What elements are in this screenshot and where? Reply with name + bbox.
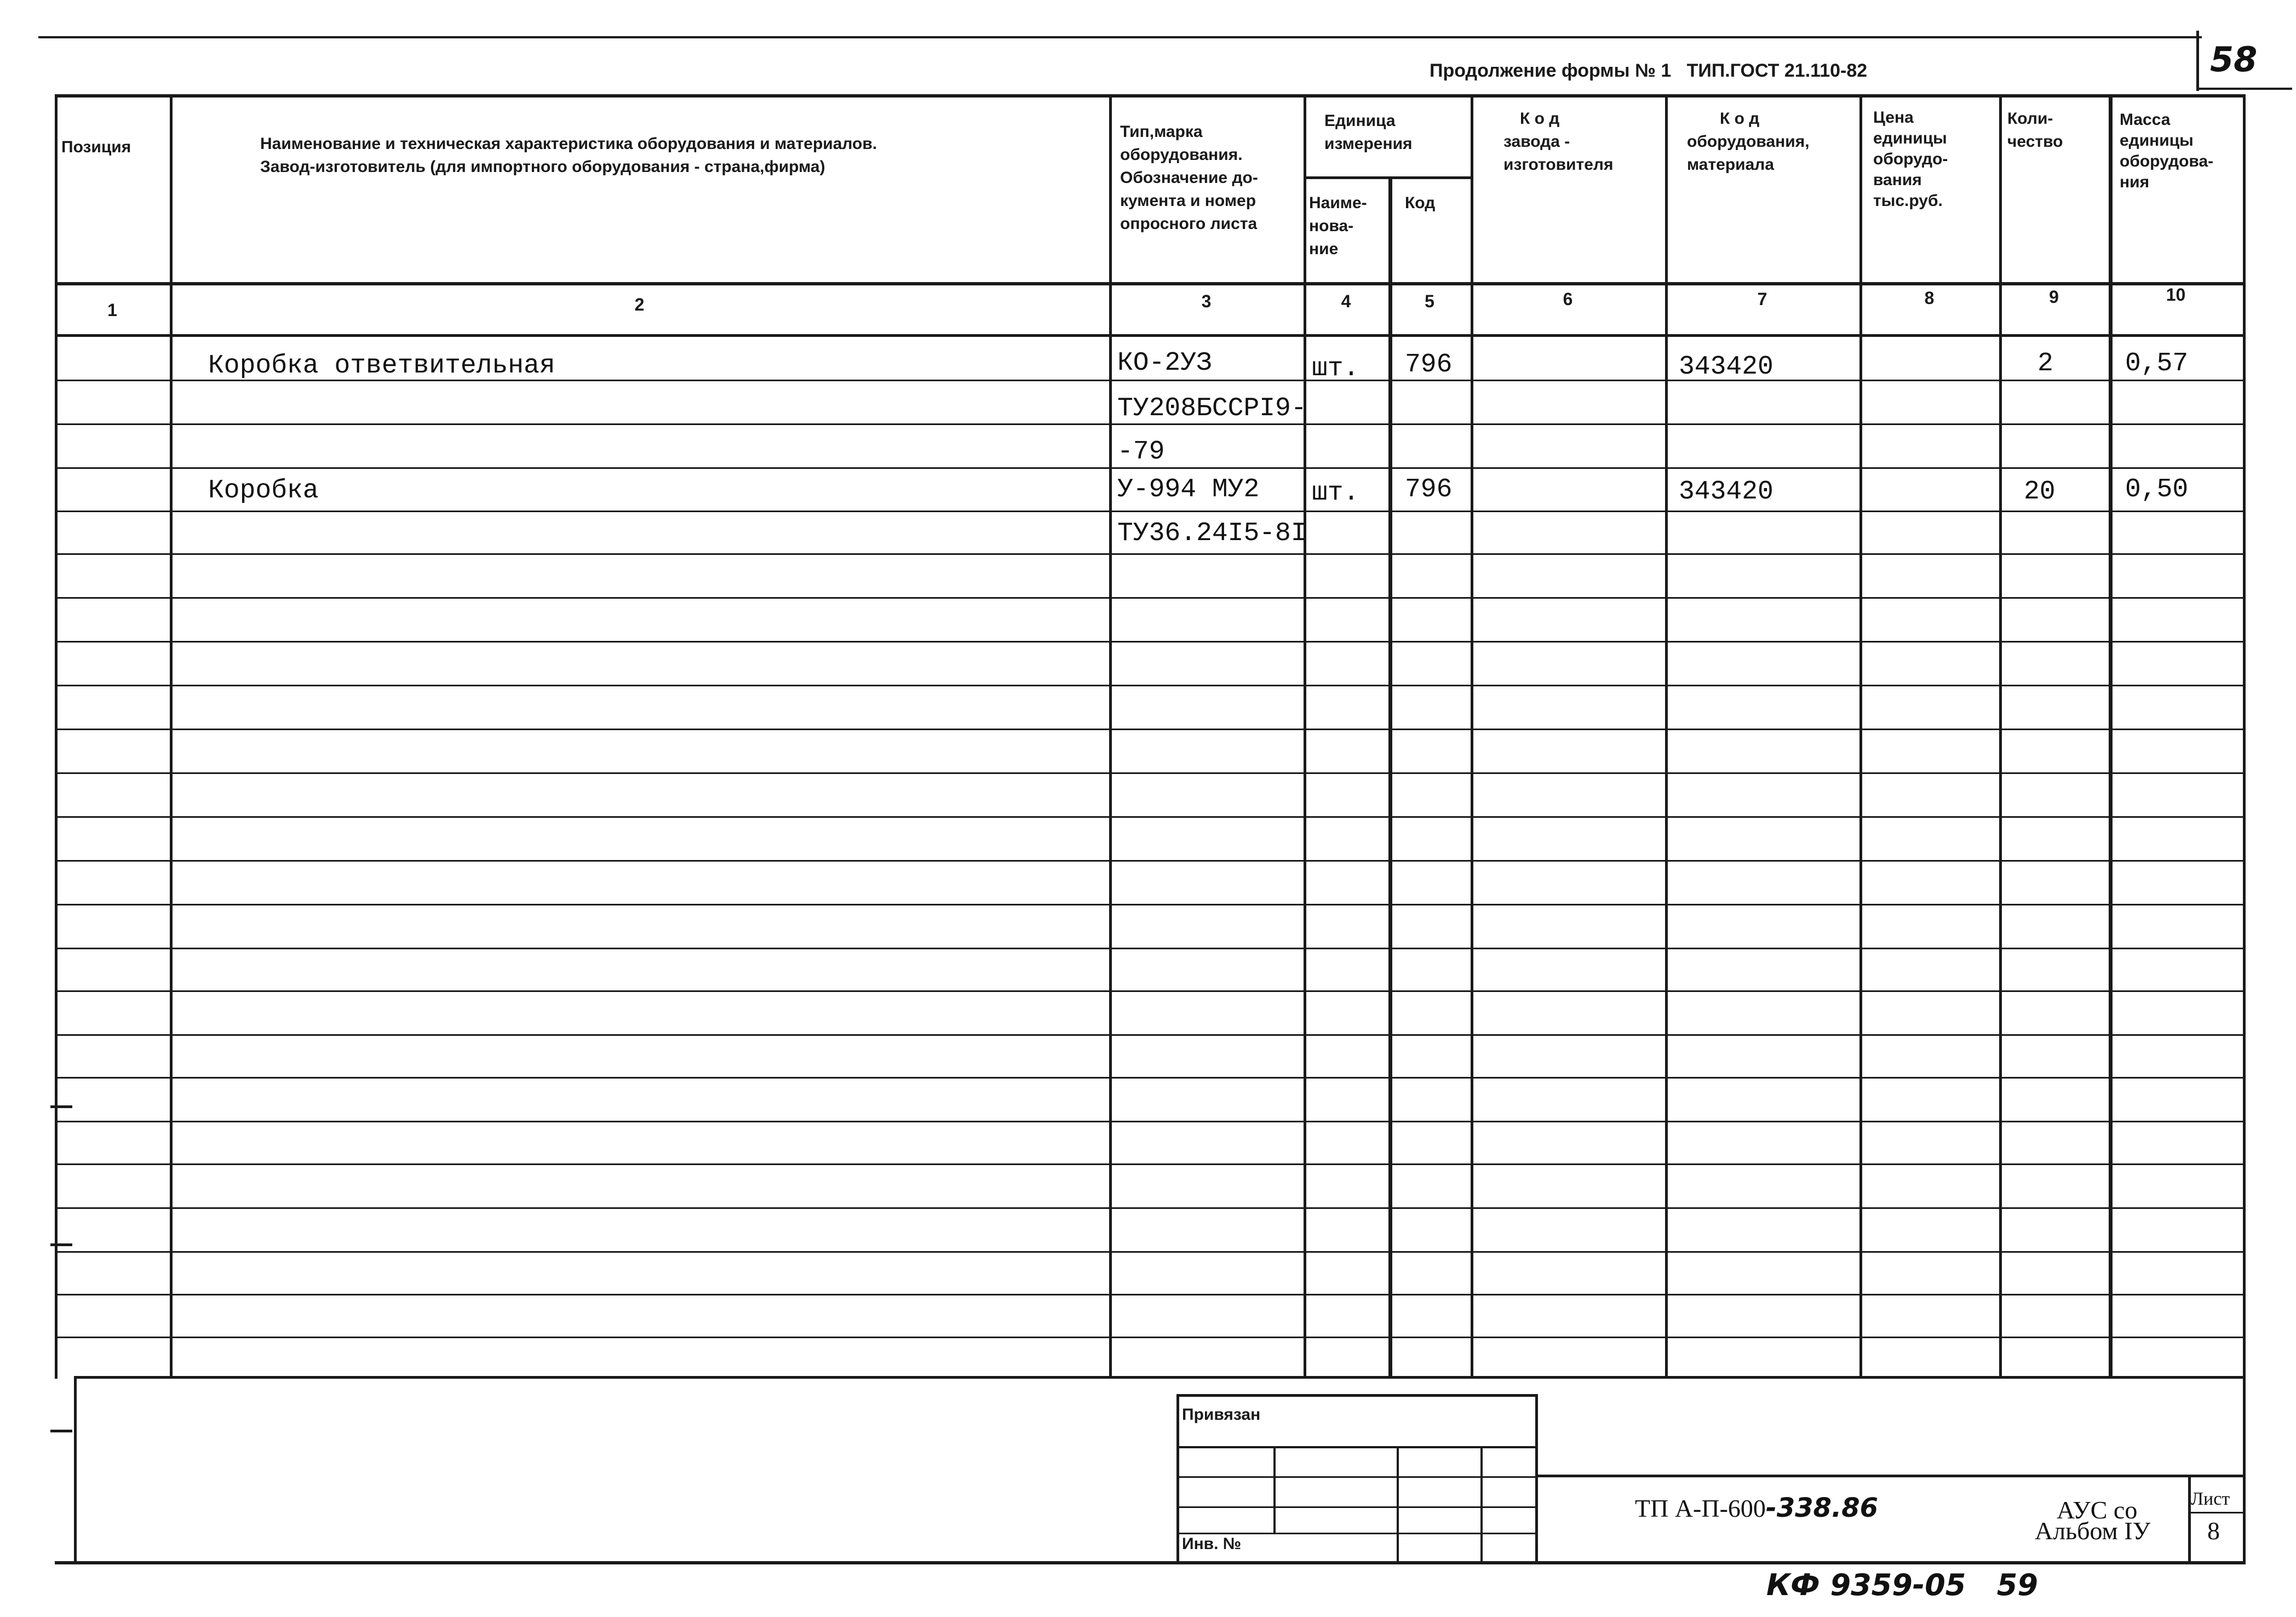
col-header-name-line2: Завод-изготовитель (для импортного оборудования - страна,фирма): [260, 158, 825, 176]
col-number: 4: [1341, 291, 1351, 311]
item-type: -79: [1117, 437, 1165, 467]
col-number: 10: [2166, 285, 2186, 305]
col-number: 7: [1757, 289, 1767, 309]
item-name: Коробка: [208, 476, 319, 506]
item-mass: 0,57: [2125, 349, 2189, 379]
col-header-unit-code: Код: [1405, 194, 1436, 212]
item-unit-code: 796: [1405, 475, 1453, 504]
col-header-mass: Масса единицы оборудова- ния: [2120, 111, 2214, 191]
col-header-type: Тип,марка оборудования. Обозначение до- кумента и номер опросного листа: [1120, 123, 1258, 233]
col-number: 2: [634, 295, 645, 314]
item-unit: шт.: [1312, 478, 1359, 508]
item-unit: шт.: [1312, 354, 1359, 383]
col-number: 1: [107, 300, 117, 320]
col-number: 9: [2049, 287, 2059, 307]
page-number: 58: [2210, 39, 2258, 79]
attached-label: Привязан: [1182, 1406, 1261, 1424]
item-type: ТУ36.24I5-8I: [1117, 519, 1307, 548]
item-unit-code: 796: [1405, 350, 1453, 380]
col-header-name-line1: Наименование и техническая характеристика оборудования и материалов.: [260, 135, 877, 153]
item-material-code: 343420: [1679, 477, 1773, 507]
item-quantity: 20: [2024, 477, 2056, 507]
col-header-factory-code: К о д завода - изготовителя: [1503, 110, 1614, 174]
col-header-price: Цена единицы оборудо- вания тыс.руб.: [1873, 108, 1948, 210]
item-quantity: 2: [2037, 349, 2053, 379]
col-header-position: Позиция: [61, 138, 131, 156]
col-number: 5: [1425, 291, 1434, 311]
col-number: 3: [1201, 291, 1212, 311]
item-type: У-994 МУ2: [1117, 475, 1260, 504]
item-type: КО-2УЗ: [1117, 348, 1212, 378]
bottom-archive-note: КФ 9359-05 59: [1766, 1568, 2038, 1602]
col-header-unit-group: Единица измерения: [1324, 112, 1413, 153]
sheet-label: Лист: [2191, 1489, 2230, 1509]
album-number: Альбом IУ: [2035, 1517, 2151, 1545]
item-type: ТУ208БССРI9-: [1117, 394, 1307, 423]
item-name: Коробка ответвительная: [208, 351, 555, 381]
document-code: ТП А-П-600-338.86: [1635, 1493, 1879, 1523]
col-header-material-code: К о д оборудования, материала: [1687, 110, 1810, 174]
item-material-code: 343420: [1679, 352, 1773, 382]
col-header-unit-name: Наиме- нова- ние: [1309, 194, 1367, 258]
col-header-quantity: Коли- чество: [2007, 110, 2063, 151]
item-mass: 0,50: [2125, 475, 2189, 504]
organization-code: АУС со: [2057, 1496, 2138, 1524]
col-number: 6: [1563, 289, 1573, 309]
col-number: 8: [1924, 288, 1935, 308]
sheet-number: 8: [2207, 1517, 2220, 1545]
inventory-number-label: Инв. №: [1182, 1535, 1242, 1553]
form-caption: Продолжение формы № 1 ТИП.ГОСТ 21.110-82: [1430, 60, 1868, 81]
